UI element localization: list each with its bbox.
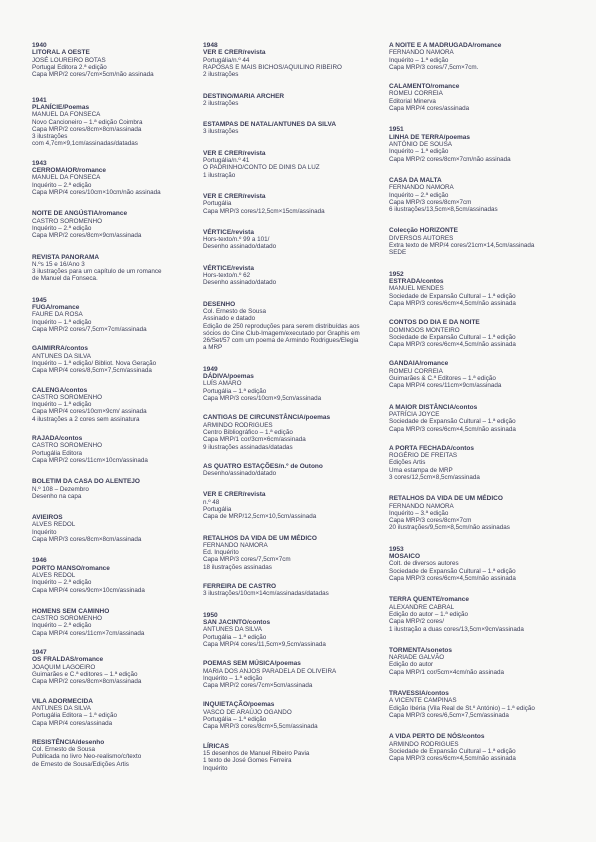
catalog-entry [203, 743, 375, 772]
entry-line: SEDE [389, 249, 407, 257]
entry-line: Edição do autor [389, 661, 434, 669]
entry-line: Inquérito [203, 764, 228, 772]
entry-line: Capa MRP/4 cores/assinada [389, 105, 470, 113]
entry-line: Edição Ibéria (Vila Real de St.º António) – 1.ª edição [389, 704, 535, 712]
entry-line: MARIA DOS ANJOS PARADELA DE OLIVEIRA [203, 667, 337, 675]
entry-line: Sociedade de Expansão Cultural – 1.ª edição [389, 292, 516, 300]
catalog-entry [32, 345, 204, 374]
entry-line: Capa MRP/2 cores/7cm×5cm/não assinada [32, 71, 154, 79]
entry-line: VASCO DE ARAÚJO OGANDO [203, 708, 292, 716]
catalog-entry [203, 121, 375, 136]
catalog-entry [32, 514, 204, 543]
entry-line: ARMINDO RODRIGUES [203, 421, 273, 429]
catalog-entry [389, 360, 561, 389]
entry-line: Sociedade de Expansão Cultural – 1.ª edição [389, 418, 516, 426]
entry-line: Capa MRP/2 cores/7cm×5cm/assinada [203, 682, 313, 690]
entry-line: Ed. Inquérito [203, 549, 239, 557]
entry-line: Capa MRP/3 cores/7,5cm×7cm [203, 556, 291, 564]
entry-title: VILA ADORMECIDA [32, 697, 93, 705]
entry-line: FERNANDO NAMORA [389, 184, 454, 192]
entry-line: Portugália – 1.ª edição [203, 716, 267, 724]
entry-line: Desenho/assinado/datado [203, 470, 277, 478]
entry-title: NOITE DE ANGÚSTIA/romance [32, 210, 128, 218]
entry-line: 3 ilustrações [203, 128, 239, 136]
entry-line: Inquérito [32, 528, 57, 536]
entry-line: MANUEL DA FONSECA [32, 111, 101, 119]
entry-line: CASTRO SOROMENHO [32, 217, 102, 225]
entry-line: Capa MRP/3 cores/12,5cm×15cm/assinada [203, 207, 325, 215]
entry-year: 1946 [32, 557, 47, 565]
catalog-entry [389, 126, 561, 163]
catalog-entry [389, 647, 561, 676]
entry-title: ESTAMPAS DE NATAL/ANTUNES DA SILVA [203, 121, 337, 129]
entry-line: 3 ilustrações [32, 133, 68, 141]
entry-year: 1950 [203, 611, 218, 619]
catalog-entry [389, 445, 561, 481]
entry-line: Capa MRP/4 cores/11,5cm×9,5cm/assinada [203, 640, 326, 648]
entry-line: NARIADE GALVÃO [389, 654, 445, 662]
catalog-entry [203, 491, 375, 520]
entry-line: de Ernesto de Sousa/Edições Artis [32, 760, 129, 768]
catalog-entry [203, 150, 375, 179]
entry-year: 1951 [389, 126, 404, 134]
entry-line: Centro Bibliográfico – 1.ª edição [203, 428, 293, 436]
entry-title: TORMENTA/sonetos [389, 646, 452, 654]
entry-line: ARMINDO RODRIGUES [389, 740, 459, 748]
entry-title: VER E CRER/revista [203, 192, 266, 200]
entry-title: GANDAIA/romance [389, 360, 449, 368]
entry-line: ROMEU CORREIA [389, 90, 443, 98]
entry-line: FERNANDO NAMORA [389, 49, 454, 57]
entry-line: Assinado e datado [203, 315, 256, 323]
entry-line: Capa MRP/3 cores/10cm×9,5cm/assinada [203, 395, 322, 403]
entry-line: Col. Ernesto de Sousa [32, 746, 96, 754]
entry-line: 2 ilustrações [203, 71, 239, 79]
entry-line: ANTUNES DA SILVA [203, 626, 262, 634]
catalog-entry [203, 463, 375, 478]
entry-title: TERRA QUENTE/romance [389, 596, 469, 604]
entry-line: 3 ilustrações para um capítulo de um romance [32, 268, 162, 276]
entry-title: A PORTA FECHADA/contos [389, 444, 474, 452]
entry-title: AVIEIROS [32, 514, 63, 522]
entry-line: FERNANDO NAMORA [389, 502, 454, 510]
entry-line: Portugália/n.º 41 [203, 157, 250, 165]
entry-line: Sociedade de Expansão Cultural – 1.ª edição [389, 333, 516, 341]
catalog-entry [389, 42, 561, 71]
entry-line: Portugália – 1.ª edição [203, 633, 267, 641]
entry-line: Inquérito – 1.ª edição [389, 148, 449, 156]
entry-line: Portugália [203, 505, 232, 513]
entry-line: Inquérito – 2.ª edição [32, 622, 92, 630]
entry-title: CERROMAIOR/romance [32, 167, 107, 175]
catalog-entry [389, 83, 561, 112]
entry-year: 1952 [389, 270, 404, 278]
entry-line: Capa MRP/4 cores/assinada [32, 719, 113, 727]
column-left [32, 42, 204, 768]
entry-year: 1949 [203, 365, 218, 373]
catalog-entry [32, 478, 204, 500]
entry-line: Capa MRP/2 cores/8cm×8cm/assinada [32, 678, 142, 686]
entry-title: CONTOS DO DIA E DA NOITE [389, 319, 480, 327]
catalog-entry [203, 535, 375, 571]
entry-line: Desenho assinado/datado [203, 243, 277, 251]
entry-year: 1940 [32, 42, 47, 49]
entry-line: Capa MRP/3 cores/6cm×4,5cm/não assinada [389, 575, 516, 583]
catalog-entry [203, 193, 375, 215]
entry-line: Capa MRP/1 cor/3cm×6cm/assinada [203, 436, 306, 444]
entry-title: DÁDIVA/poemas [203, 373, 254, 381]
entry-line: CASTRO SOROMENHO [32, 442, 102, 450]
catalog-entry [32, 739, 204, 768]
entry-line: 1 texto de José Gomes Ferreira [203, 757, 292, 765]
entry-line: de Manuel da Fonseca. [32, 275, 98, 283]
entry-line: Capa de MRP/12,5cm×10,5cm/assinada [203, 513, 317, 521]
entry-line: MANUEL MENDES [389, 285, 444, 293]
entry-line: Sociedade de Expansão Cultural – 1.ª edição [389, 567, 516, 575]
entry-line: Capa MRP/3 cores/6cm×4,5cm/não assinada [389, 425, 516, 433]
entry-line: N.º 108 – Dezembro [32, 485, 89, 493]
entry-line: Edição de 250 reproduções para serem distribuídas aos [203, 322, 360, 330]
entry-line: Capa MRP/3 cores/6,5cm×7,5cm/assinada [389, 711, 509, 719]
catalog-entry [389, 271, 561, 308]
entry-line: 1 ilustração a duas cores/13,5cm×9cm/assinada [389, 625, 524, 633]
entry-line: DOMINGOS MONTEIRO [389, 326, 460, 334]
entry-line: Portugália/n.º 44 [203, 56, 250, 64]
entry-title: DESTINO/MARIA ARCHER [203, 92, 285, 100]
column-middle [203, 42, 375, 772]
entry-line: Inquérito – 2.ª edição [389, 191, 449, 199]
entry-line: Capa MRP/2 cores/11cm×10cm/assinada [32, 456, 148, 464]
catalog-entry [203, 42, 375, 79]
entry-line: JOAQUIM LAGOEIRO [32, 663, 96, 671]
entry-line: Capa MRP/2 cores/7,5cm×7cm/assinada [32, 326, 147, 334]
entry-title: VER E CRER/revista [203, 491, 266, 499]
entry-line: Capa MRP/4 cores/11cm×9cm/assinada [389, 382, 502, 390]
entry-line: FAURE DA ROSA [32, 311, 83, 319]
entry-title: TRAVESSIA/contos [389, 690, 449, 698]
entry-title: POEMAS SEM MÚSICA/poemas [203, 660, 301, 668]
entry-line: Publicada no livro Neo-realismo/c/texto [32, 753, 142, 761]
entry-title: FERREIRA DE CASTRO [203, 583, 277, 591]
catalog-entry [203, 366, 375, 403]
catalog-entry [203, 660, 375, 689]
entry-line: sócios do Cine Club-Imagem/executado por Graphis em [203, 329, 360, 337]
entry-title: AS QUATRO ESTAÇÕES/n.º de Outono [203, 462, 323, 470]
entry-line: ANTUNES DA SILVA [32, 704, 91, 712]
entry-line: Extra texto de MRP/4 cores/21cm×14,5cm/assinada [389, 242, 535, 250]
entry-title: SAN JACINTO/contos [203, 619, 271, 627]
entry-line: ALEXANDRE CABRAL [389, 603, 455, 611]
entry-line: 26/Set/57 com um poema de Armindo Rodrigues/Elegia [203, 337, 359, 345]
catalog-entry [32, 608, 204, 637]
entry-line: Capa MRP/4 cores/8,5cm×7,5cm/assinada [32, 367, 152, 375]
entry-line: Capa MRP/4 cores/9cm×10cm/assinada [32, 586, 145, 594]
entry-line: Capa MRP/3 cores/6cm×4,5cm/não assinada [389, 341, 516, 349]
catalog-entry [389, 495, 561, 531]
entry-line: 3 cores/12,5cm×8,5cm/assinada [389, 473, 480, 481]
entry-title: CALAMENTO/romance [389, 83, 460, 91]
entry-line: Capa MRP/3 cores/7,5cm×7cm. [389, 63, 479, 71]
catalog-entry [203, 229, 375, 251]
entry-title: GAIMIRRA/contos [32, 345, 88, 353]
entry-line: Capa MRP/3 cores/6cm×4,5cm/não assinada [389, 755, 516, 763]
entry-line: 9 ilustrações assinadas/datadas [203, 443, 293, 451]
entry-title: HOMENS SEM CAMINHO [32, 607, 110, 615]
entry-line: Inquérito – 1.ª edição [32, 401, 92, 409]
entry-title: INQUIETAÇÃO/poemas [203, 701, 275, 709]
entry-line: Capa MRP/1 cor/5cm×4cm/não assinada [389, 668, 504, 676]
entry-line: Capa MRP/4 cores/10cm×10cm/não assinada [32, 189, 161, 197]
entry-title: CANTIGAS DE CIRCUNSTÂNCIA/poemas [203, 414, 331, 422]
entry-line: Desenho assinado/datado [203, 279, 277, 287]
entry-line: Capa MRP/3 cores/6cm×4,5cm/não assinada [389, 299, 516, 307]
entry-line: Capa MRP/4 cores/11cm×7cm/assinada [32, 629, 145, 637]
entry-title: PLANÍCIE/Poemas [32, 104, 90, 111]
entry-title: CALENGA/contos [32, 386, 88, 394]
entry-line: ALVES REDOL [32, 571, 76, 579]
entry-line: Inquérito – 1.ª edição [389, 56, 449, 64]
entry-title: RETALHOS DA VIDA DE UM MÉDICO [389, 495, 503, 503]
entry-line: 4 ilustrações a 2 cores sem assinatura [32, 415, 140, 423]
entry-title: ESTRADA/contos [389, 278, 444, 286]
entry-title: DESENHO [203, 300, 236, 308]
entry-line: Editorial Minerva [389, 97, 436, 105]
entry-title: CASA DA MALTA [389, 176, 442, 184]
entry-year: 1943 [32, 159, 47, 167]
catalog-entry [389, 319, 561, 348]
entry-line: Inquérito – 2.ª edição [32, 224, 92, 232]
catalog-entry [389, 177, 561, 213]
catalog-entry [203, 414, 375, 450]
entry-title: Colecção HORIZONTE [389, 227, 458, 235]
catalog-entry [203, 701, 375, 730]
entry-year: 1953 [389, 545, 404, 553]
catalog-entry [32, 254, 204, 283]
column-right [389, 42, 561, 762]
entry-line: ALVES REDOL [32, 521, 76, 529]
catalog-entry [32, 210, 204, 239]
entry-year: 1941 [32, 96, 47, 104]
entry-line: DIVERSOS AUTORES [389, 234, 454, 242]
entry-line: 15 desenhos de Manuel Ribeiro Pavia [203, 749, 310, 757]
catalog-entry [32, 297, 204, 334]
entry-line: Capa MRP/4 cores/10cm×9cm/ assinada [32, 408, 147, 416]
entry-title: LITORAL A OESTE [32, 49, 90, 57]
entry-line: Sociedade de Expansão Cultural – 1.ª edição [389, 747, 516, 755]
entry-title: LINHA DE TERRA/poemas [389, 133, 471, 141]
entry-line: RAPOSAS E MAIS BICHOS/AQUILINO RIBEIRO [203, 64, 342, 71]
entry-line: Capa MRP/2 cores/8cm×8cm/assinada [32, 125, 142, 133]
entry-line: Inquérito – 1.ª edição/ Bibliot. Nova Geração [32, 359, 157, 367]
entry-line: Capa MRP/3 cores/8cm×8cm/assinada [32, 535, 142, 543]
entry-title: A VIDA PERTO DE NÓS/contos [389, 733, 485, 741]
entry-line: Uma estampa de MRP [389, 466, 453, 474]
entry-title: VÉRTICE/revista [203, 264, 254, 272]
entry-line: Capa MRP/2 cores/8cm×9cm/assinada [32, 232, 142, 240]
entry-line: Portugal Editora 2.ª edição [32, 64, 107, 71]
entry-title: RESISTÊNCIA/desenho [32, 738, 105, 746]
entry-title: RAJADA/contos [32, 435, 83, 443]
entry-line: Capa MRP/3 cores/8cm×7cm [389, 517, 472, 525]
entry-title: LÍRICAS [203, 742, 229, 750]
entry-line: ROGÉRIO DE FREITAS [389, 452, 458, 460]
catalog-entry [203, 301, 375, 352]
entry-title: VÉRTICE/revista [203, 228, 254, 236]
entry-line: 18 ilustrações assinadas [203, 563, 272, 571]
catalog-entry [203, 265, 375, 287]
entry-line: Edições Artis [389, 459, 426, 467]
entry-line: ROMEU CORREIA [389, 367, 443, 375]
entry-line: Capa MRP/3 cores/8cm×7cm [389, 198, 472, 206]
entry-title: VER E CRER/revista [203, 49, 266, 57]
catalog-entry [32, 97, 204, 148]
catalog-entry [32, 435, 204, 464]
entry-line: N.ºs 15 e 16/Ano 3 [32, 260, 85, 268]
entry-title: REVISTA PANORAMA [32, 253, 100, 261]
entry-year: 1948 [203, 42, 218, 49]
catalog-entry [203, 612, 375, 649]
catalog-entry [389, 546, 561, 583]
catalog-entry [32, 557, 204, 594]
entry-line: 1 ilustração [203, 171, 236, 179]
entry-line: Col. Ernesto de Sousa [203, 307, 267, 315]
entry-line: Inquérito – 3.ª edição [389, 509, 449, 517]
entry-line: Novo Cancioneiro – 1.ª edição Coimbra [32, 118, 143, 126]
entry-line: 2 ilustrações [203, 99, 239, 107]
entry-line: A VICENTE CAMPINAS [389, 697, 457, 705]
entry-line: Guimarães e C.ª editores – 1.ª edição [32, 671, 138, 679]
entry-line: Portugália [203, 200, 232, 208]
entry-line: MANUEL DA FONSECA [32, 174, 101, 182]
catalog-entry [32, 387, 204, 423]
entry-title: MOSAICO [389, 553, 421, 561]
catalog-entry [32, 42, 204, 79]
entry-title: FUGA/romance [32, 304, 80, 312]
entry-line: Colt. de diversos autores [389, 560, 459, 568]
entry-line: Inquérito – 1.ª edição [203, 674, 263, 682]
entry-line: JOSÉ LOUREIRO BOTAS [32, 56, 106, 64]
entry-title: RETALHOS DA VIDA DE UM MÉDICO [203, 534, 317, 542]
entry-line: LUÍS AMARO [203, 380, 242, 388]
entry-line: Inquérito – 2.ª edição [32, 181, 92, 189]
entry-line: a MRP [203, 344, 223, 352]
entry-title: BOLETIM DA CASA DO ALENTEJO [32, 478, 140, 486]
entry-line: Edição do autor – 1.ª edição [389, 610, 468, 618]
entry-line: 6 ilustrações/13,5cm×8,5cm/assinadas [389, 206, 498, 214]
entry-line: Guimarães & C.ª Editores – 1.ª edição [389, 375, 496, 383]
entry-line: Portugália Editora – 1.ª edição [32, 712, 117, 720]
entry-line: Inquérito – 2.ª edição [32, 579, 92, 587]
entry-year: 1945 [32, 296, 47, 304]
entry-line: 20 ilustrações/9,5cm×8,5cm/não assinadas [389, 524, 510, 532]
entry-year: 1947 [32, 649, 47, 657]
entry-title: A MAIOR DISTÂNCIA/contos [389, 403, 478, 411]
entry-line: CASTRO SOROMENHO [32, 615, 102, 623]
catalog-entry [389, 733, 561, 762]
catalog-entry [389, 227, 561, 256]
entry-line: n.º 48 [203, 498, 220, 506]
entry-line: Portugália – 1.ª edição [203, 387, 267, 395]
entry-line: Desenho na capa [32, 492, 82, 500]
catalog-entry [389, 596, 561, 632]
catalog-entry [32, 160, 204, 197]
entry-line: Capa MRP/2 cores/8cm×7cm/não assinada [389, 155, 511, 163]
entry-title: PORTO MANSO/romance [32, 564, 110, 572]
entry-line: Capa MRP/2 cores/ [389, 618, 444, 626]
entry-line: ANTÓNIO DE SOUSA [389, 141, 452, 149]
entry-line: Portugália Editora [32, 449, 83, 457]
entry-line: CASTRO SOROMENHO [32, 393, 102, 401]
entry-line: ANTUNES DA SILVA [32, 352, 91, 360]
entry-line: Inquérito – 1.ª edição [32, 318, 92, 326]
catalog-entry [203, 93, 375, 108]
entry-line: Capa MRP/3 cores/8cm×5,5cm/assinada [203, 723, 318, 731]
entry-line: Hors-texto/n.º 99 a 101/ [203, 236, 270, 244]
entry-line: O PADRINHO/CONTO DE DINIS DA LUZ [203, 164, 320, 172]
catalog-entry [32, 649, 204, 686]
entry-line: com 4,7cm×9,1cm/assinadas/datadas [32, 140, 138, 148]
catalog-entry [389, 690, 561, 719]
entry-line: Hors-texto/n.º 62 [203, 272, 251, 280]
catalog-entry [389, 404, 561, 433]
entry-line: 3 ilustrações/10cm×14cm/assinadas/datadas [203, 590, 329, 598]
entry-line: FERNANDO NAMORA [203, 541, 268, 549]
entry-title: A NOITE E A MADRUGADA/romance [389, 42, 502, 49]
entry-title: OS FRALDAS/romance [32, 656, 104, 664]
entry-title: VER E CRER/revista [203, 149, 266, 157]
entry-line: PATRÍCIA JOYCE [389, 410, 440, 418]
catalog-entry [203, 583, 375, 598]
catalog-entry [32, 698, 204, 727]
